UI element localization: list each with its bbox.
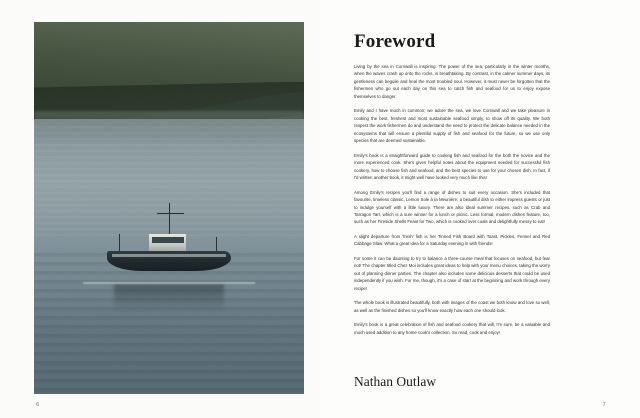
paragraph: Emily's book is a great celebration of fish and seafood cookery that will, I'm sure, be a valuable and much used addition to any home cook's collection. So read, cook and enjoy! bbox=[354, 322, 550, 335]
water-wake-line bbox=[83, 282, 256, 284]
fishing-boat-at-sea-photograph bbox=[34, 22, 304, 394]
page-number-right: 7 bbox=[602, 402, 606, 408]
boat-reflection bbox=[114, 284, 223, 311]
boat-hull-stripe bbox=[112, 254, 226, 257]
boat-mast bbox=[169, 203, 170, 236]
paragraph: Living by the sea in Cornwall is inspiring. The power of the sea, particularly in the winter months, when the waves crash up onto the rocks, is breathtaking. By contrast, in the calmer summer days, its gentleness can beguile and heal the most troubled soul. However, it must never be forgotten that the fishermen who go out each day on this sea to catch fish and seafood for us to enjoy expose themselves to danger. bbox=[354, 64, 550, 99]
boat-bow-post bbox=[119, 234, 120, 252]
boat-mast-arm bbox=[157, 213, 184, 214]
page-number-left: 6 bbox=[36, 402, 40, 408]
right-page bbox=[320, 0, 640, 418]
boat-cabin-window bbox=[152, 237, 184, 242]
paragraph: Among Emily's recipes you'll find a range of dishes to suit every occasion. She's included that favourite, timeless classic, Lemon Sole à la Meunière; a beautiful dish to either impress guests or just to indulge yourself with a little luxury. There are also ideal summer recipes, such as Crab and Tarragon Tart, which is a sure winner for a lunch or picnic. Less formal, modern dishes feature, too, such as her Fireside Shells Feast for Two, which is cooked over coals and delightfully messy to eat! bbox=[354, 189, 550, 225]
boat-stern-post bbox=[216, 237, 217, 252]
fishing-boat bbox=[107, 225, 231, 285]
author-signature: Nathan Outlaw bbox=[354, 374, 437, 389]
paragraph: The whole book is illustrated beautifully, both with images of the coast we both know and love so well, as well as the finished dishes so you'll know exactly how each one should look. bbox=[354, 300, 550, 313]
page-title: Foreword bbox=[354, 30, 436, 52]
paragraph: For some it can be daunting to try to balance a three-course meal that focuses on seafood, but fear not! The chapter titled Chez Moi includes great ideas to help with your menu choices, taking the worry out of planning dinner parties. The chapter also includes some delicious desserts that could be used independently if you wish. For me, though, it's a case of start at the beginning and work through every recipe! bbox=[354, 255, 550, 291]
paragraph: Emily's book is a straightforward guide to cooking fish and seafood for the both the novice and the more experienced cook. She's given helpful notes about the equipment needed for successful fish cookery, how to choose fish and seafood, and the best species to use for your chosen dish. In fact, if I'd written another book, it might well have looked very much like this! bbox=[354, 152, 550, 181]
foreword-body bbox=[354, 63, 550, 343]
paragraph: A slight departure from 'fresh' fish is her Tinned Fish Board with Toast, Pickles, Fennel and Red Cabbage Slaw. What a great idea for a Saturday evening in with friends! bbox=[354, 233, 550, 247]
paragraph: Emily and I have much in common; we adore the sea, we love Cornwall and we take pleasure in cooking the best, freshest and most sustainable seafood simply, to show off its quality. We both respect the work fishermen do and understand the need to protect the delicate balance needed in the ecosystems that will ensure a plentiful supply of fish and seafood for the future, so we use only species that are deemed sustainable. bbox=[354, 108, 550, 144]
